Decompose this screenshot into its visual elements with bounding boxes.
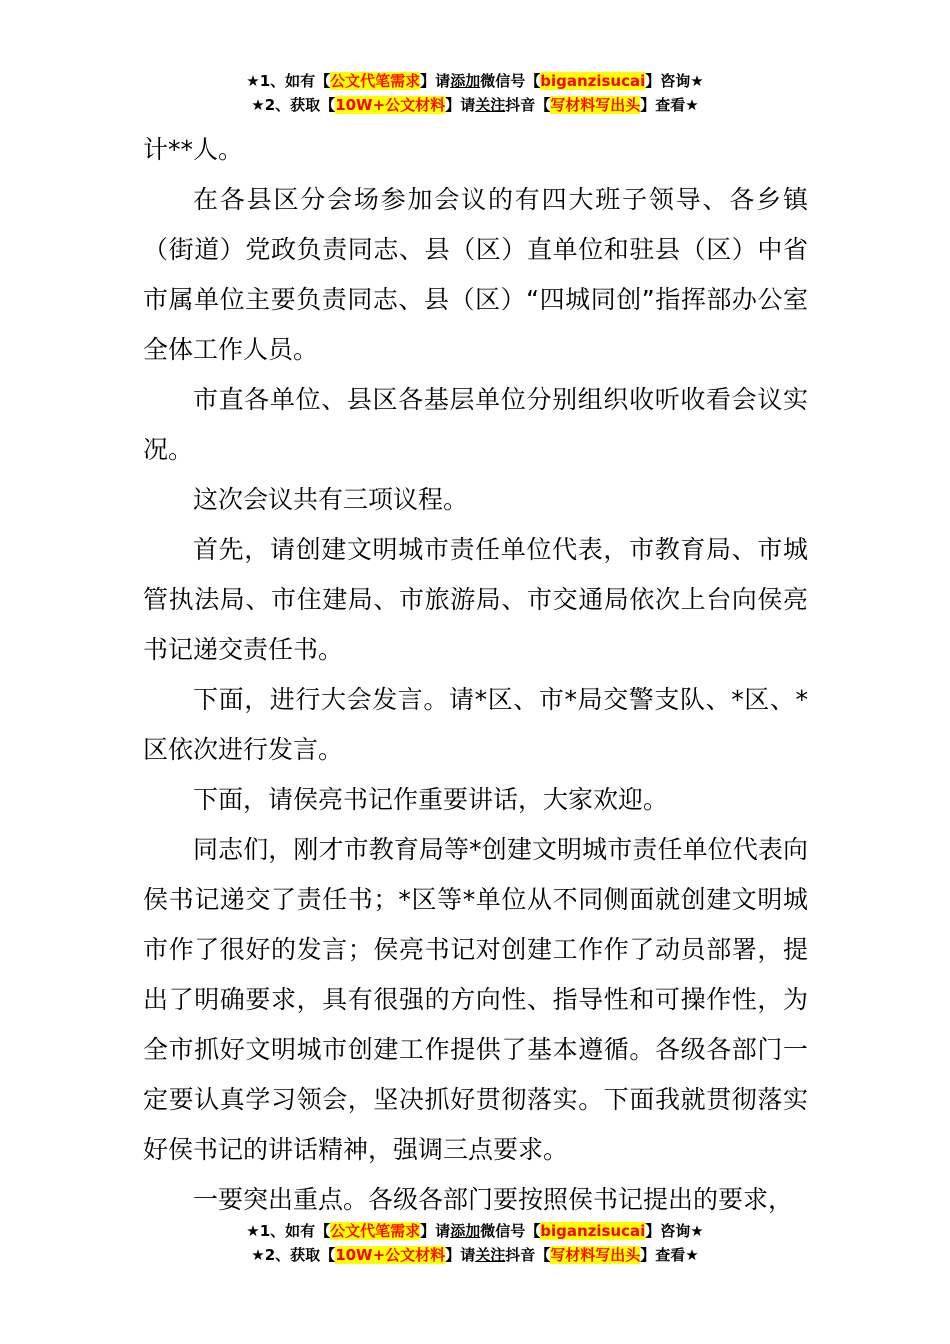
banner-highlight: 公文代笔需求 [330,72,421,90]
paragraph: 一要突出重点。各级各部门要按照侯书记提出的要求， [193,1185,794,1214]
banner-text: 】请 [445,96,476,114]
paragraph: 首先，请创建文明城市责任单位代表，市教育局、市城管执法局、市住建局、市旅游局、市交通局依次上台向侯亮书记递交责任书。 [143,535,808,664]
banner-highlight: biganzisucai [540,72,646,90]
banner-highlight: biganzisucai [540,1222,646,1240]
banner-highlight: 写材料写出头 [550,96,641,114]
banner-text: 微信号【 [480,1222,541,1240]
banner-highlight: 写材料写出头 [550,1246,641,1264]
header-banner [0,69,950,117]
banner-text: 】查看★ [640,96,699,114]
banner-line-2 [0,1243,950,1267]
banner-underlined: 添加 [450,1222,481,1240]
paragraph: 市直各单位、县区各基层单位分别组织收听收看会议实况。 [143,385,808,464]
paragraph: 下面，进行大会发言。请*区、市*局交警支队、*区、*区依次进行发言。 [143,685,808,764]
paragraph: 同志们，刚才市教育局等*创建文明城市责任单位代表向侯书记递交了责任书；*区等*单位从不同侧面就创建文明城市作了很好的发言；侯亮书记对创建工作作了动员部署，提出了明确要求，具有很强的方向性、指导性和可操作性，为全市抓好文明城市创建工作提供了基本遵循。各级各部门一定要认真学习领会，坚决抓好贯彻落实。下面我就贯彻落实好侯书记的讲话精神，强调三点要求。 [143,835,808,1164]
banner-highlight: 公文代笔需求 [330,1222,421,1240]
banner-text: 】请 [420,1222,451,1240]
banner-highlight: 10W+公文材料 [335,1246,446,1264]
banner-highlight: 10W+公文材料 [335,96,446,114]
banner-line-2 [0,93,950,117]
banner-text: 】请 [420,72,451,90]
banner-text: 微信号【 [480,72,541,90]
banner-text: ★2、获取【 [251,96,336,114]
banner-line-1 [0,69,950,93]
banner-underlined: 关注 [475,96,506,114]
banner-text: 抖音【 [505,1246,551,1264]
document-body [143,125,808,1225]
paragraph: 这次会议共有三项议程。 [193,485,469,514]
banner-underlined: 关注 [475,1246,506,1264]
footer-banner [0,1219,950,1267]
banner-text: ★2、获取【 [251,1246,336,1264]
banner-text: 抖音【 [505,96,551,114]
banner-underlined: 添加 [450,72,481,90]
banner-line-1 [0,1219,950,1243]
paragraph: 计**人。 [143,135,244,164]
banner-text: 】请 [445,1246,476,1264]
paragraph: 在各县区分会场参加会议的有四大班子领导、各乡镇（街道）党政负责同志、县（区）直单位和驻县（区）中省市属单位主要负责同志、县（区）“四城同创”指挥部办公室全体工作人员。 [143,185,808,364]
banner-text: 】咨询★ [645,1222,704,1240]
banner-text: ★1、如有【 [246,1222,331,1240]
paragraph: 下面，请侯亮书记作重要讲话，大家欢迎。 [193,785,669,814]
banner-text: 】查看★ [640,1246,699,1264]
banner-text: ★1、如有【 [246,72,331,90]
banner-text: 】咨询★ [645,72,704,90]
